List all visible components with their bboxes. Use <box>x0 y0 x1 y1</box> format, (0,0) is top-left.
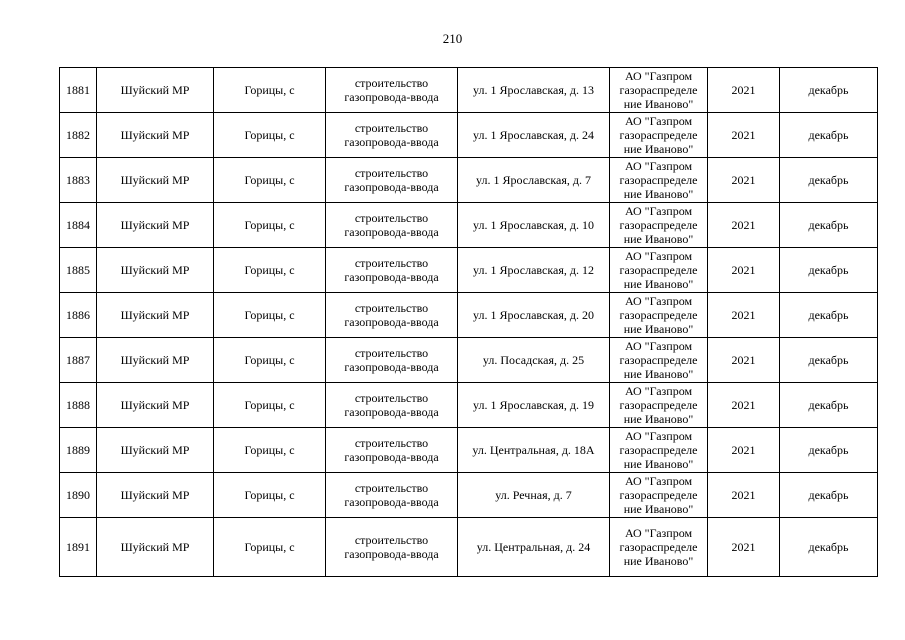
work-type-cell: строительство газопровода-ввода <box>326 518 458 577</box>
organization-cell: АО "Газпром газораспределе ние Иваново" <box>610 383 708 428</box>
work-type-cell: строительство газопровода-ввода <box>326 203 458 248</box>
month-cell: декабрь <box>780 473 878 518</box>
year-cell: 2021 <box>708 383 780 428</box>
row-number: 1882 <box>60 113 97 158</box>
year-cell: 2021 <box>708 113 780 158</box>
table-row <box>60 293 878 338</box>
address-cell: ул. 1 Ярославская, д. 13 <box>458 68 610 113</box>
organization-cell: АО "Газпром газораспределе ние Иваново" <box>610 248 708 293</box>
organization-cell: АО "Газпром газораспределе ние Иваново" <box>610 428 708 473</box>
organization-cell: АО "Газпром газораспределе ние Иваново" <box>610 68 708 113</box>
year-cell: 2021 <box>708 248 780 293</box>
row-number: 1890 <box>60 473 97 518</box>
year-cell: 2021 <box>708 293 780 338</box>
district-cell: Шуйский МР <box>97 518 214 577</box>
address-cell: ул. 1 Ярославская, д. 12 <box>458 248 610 293</box>
district-cell: Шуйский МР <box>97 383 214 428</box>
row-number: 1881 <box>60 68 97 113</box>
month-cell: декабрь <box>780 113 878 158</box>
work-type-cell: строительство газопровода-ввода <box>326 158 458 203</box>
locality-cell: Горицы, с <box>214 248 326 293</box>
table-row <box>60 383 878 428</box>
locality-cell: Горицы, с <box>214 383 326 428</box>
row-number: 1884 <box>60 203 97 248</box>
locality-cell: Горицы, с <box>214 428 326 473</box>
month-cell: декабрь <box>780 68 878 113</box>
month-cell: декабрь <box>780 203 878 248</box>
year-cell: 2021 <box>708 68 780 113</box>
address-cell: ул. Речная, д. 7 <box>458 473 610 518</box>
work-type-cell: строительство газопровода-ввода <box>326 248 458 293</box>
locality-cell: Горицы, с <box>214 293 326 338</box>
locality-cell: Горицы, с <box>214 473 326 518</box>
district-cell: Шуйский МР <box>97 113 214 158</box>
address-cell: ул. 1 Ярославская, д. 24 <box>458 113 610 158</box>
year-cell: 2021 <box>708 338 780 383</box>
address-cell: ул. Центральная, д. 24 <box>458 518 610 577</box>
year-cell: 2021 <box>708 428 780 473</box>
organization-cell: АО "Газпром газораспределе ние Иваново" <box>610 518 708 577</box>
work-type-cell: строительство газопровода-ввода <box>326 383 458 428</box>
district-cell: Шуйский МР <box>97 68 214 113</box>
table-row <box>60 248 878 293</box>
month-cell: декабрь <box>780 428 878 473</box>
organization-cell: АО "Газпром газораспределе ние Иваново" <box>610 203 708 248</box>
work-type-cell: строительство газопровода-ввода <box>326 293 458 338</box>
locality-cell: Горицы, с <box>214 113 326 158</box>
month-cell: декабрь <box>780 518 878 577</box>
locality-cell: Горицы, с <box>214 338 326 383</box>
address-cell: ул. 1 Ярославская, д. 19 <box>458 383 610 428</box>
locality-cell: Горицы, с <box>214 158 326 203</box>
district-cell: Шуйский МР <box>97 158 214 203</box>
table-row <box>60 428 878 473</box>
address-cell: ул. Посадская, д. 25 <box>458 338 610 383</box>
row-number: 1889 <box>60 428 97 473</box>
table-row <box>60 518 878 577</box>
table-body <box>60 68 878 577</box>
table-row <box>60 473 878 518</box>
work-type-cell: строительство газопровода-ввода <box>326 473 458 518</box>
organization-cell: АО "Газпром газораспределе ние Иваново" <box>610 473 708 518</box>
month-cell: декабрь <box>780 293 878 338</box>
row-number: 1883 <box>60 158 97 203</box>
district-cell: Шуйский МР <box>97 473 214 518</box>
work-type-cell: строительство газопровода-ввода <box>326 338 458 383</box>
month-cell: декабрь <box>780 248 878 293</box>
gas-works-table <box>59 67 878 577</box>
year-cell: 2021 <box>708 518 780 577</box>
table-row <box>60 68 878 113</box>
address-cell: ул. 1 Ярославская, д. 7 <box>458 158 610 203</box>
year-cell: 2021 <box>708 473 780 518</box>
row-number: 1888 <box>60 383 97 428</box>
row-number: 1885 <box>60 248 97 293</box>
row-number: 1891 <box>60 518 97 577</box>
table-row <box>60 113 878 158</box>
locality-cell: Горицы, с <box>214 203 326 248</box>
district-cell: Шуйский МР <box>97 248 214 293</box>
work-type-cell: строительство газопровода-ввода <box>326 428 458 473</box>
organization-cell: АО "Газпром газораспределе ние Иваново" <box>610 113 708 158</box>
table-row <box>60 158 878 203</box>
year-cell: 2021 <box>708 203 780 248</box>
work-type-cell: строительство газопровода-ввода <box>326 113 458 158</box>
organization-cell: АО "Газпром газораспределе ние Иваново" <box>610 293 708 338</box>
district-cell: Шуйский МР <box>97 203 214 248</box>
work-type-cell: строительство газопровода-ввода <box>326 68 458 113</box>
month-cell: декабрь <box>780 158 878 203</box>
locality-cell: Горицы, с <box>214 68 326 113</box>
district-cell: Шуйский МР <box>97 293 214 338</box>
page-number: 210 <box>442 31 463 46</box>
organization-cell: АО "Газпром газораспределе ние Иваново" <box>610 338 708 383</box>
year-cell: 2021 <box>708 158 780 203</box>
month-cell: декабрь <box>780 383 878 428</box>
district-cell: Шуйский МР <box>97 338 214 383</box>
month-cell: декабрь <box>780 338 878 383</box>
district-cell: Шуйский МР <box>97 428 214 473</box>
row-number: 1886 <box>60 293 97 338</box>
table-row <box>60 203 878 248</box>
address-cell: ул. 1 Ярославская, д. 10 <box>458 203 610 248</box>
row-number: 1887 <box>60 338 97 383</box>
locality-cell: Горицы, с <box>214 518 326 577</box>
address-cell: ул. Центральная, д. 18А <box>458 428 610 473</box>
table-row <box>60 338 878 383</box>
address-cell: ул. 1 Ярославская, д. 20 <box>458 293 610 338</box>
organization-cell: АО "Газпром газораспределе ние Иваново" <box>610 158 708 203</box>
